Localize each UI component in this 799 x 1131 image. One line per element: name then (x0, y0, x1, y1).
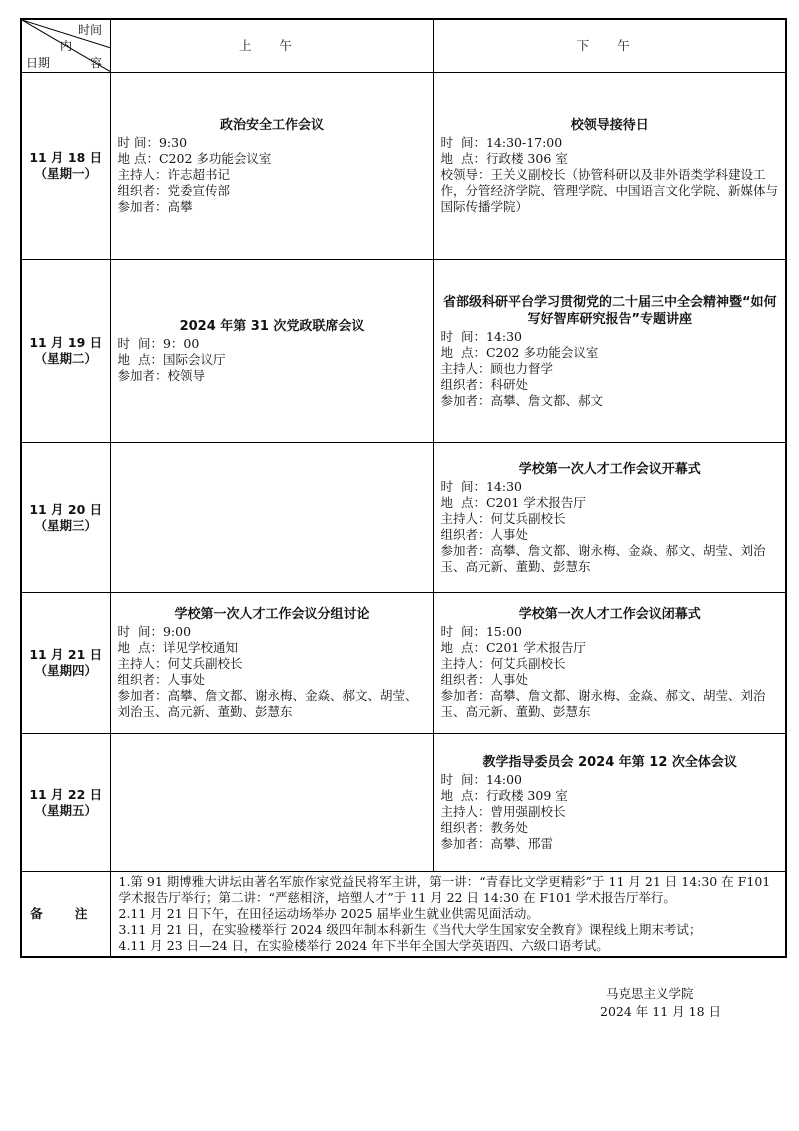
weekday-label: （星期一） (34, 166, 97, 181)
event-detail-line: 组织者：人事处 (440, 526, 529, 542)
event-title: 政治安全工作会议 (219, 118, 324, 133)
event-title: 学校第一次人才工作会议分组讨论 (174, 607, 370, 622)
event-detail-line: 组织者：人事处 (440, 672, 529, 687)
event-detail-line: 主持人：何艾兵副校长 (440, 510, 566, 526)
morning-event-cell (110, 73, 433, 260)
event-detail-line: 时 间：14:00 (440, 771, 522, 787)
event-title: 2024 年第 31 次党政联席会议 (179, 319, 365, 334)
notes-content (110, 872, 786, 958)
event-detail-line: 校领导：王关义副校长（协管科研以及非外语类学科建设工作，分管经济学院、管理学院、中国语言文化学院、新媒体与国际传播学院） (440, 167, 779, 214)
note-item: 2.11 月 21 日下午，在田径运动场举办 2025 届毕业生就业供需见面活动。 (118, 906, 539, 921)
event-detail-line: 主持人：何艾兵副校长 (117, 656, 243, 671)
afternoon-event-cell (433, 593, 786, 734)
morning-event-cell (110, 443, 433, 593)
event-detail-line: 参加者：高攀 (117, 199, 193, 214)
afternoon-header: 下 午 (433, 19, 786, 73)
event-detail-line: 时 间：9:30 (117, 135, 188, 150)
header-row (21, 19, 786, 73)
event-detail-line: 地 点：国际会议厅 (117, 352, 226, 367)
date-cell (21, 73, 110, 260)
note-item: 1.第 91 期博雅大讲坛由著名军旅作家党益民将军主讲，第一讲：“青春比文学更精彩”于 11 月 21 日 14:30 在 F101 学术报告厅举行；第二讲：“严慈相济，培塑人才”于 11 月 22 日 14:30 在 F101 学术报告厅举行。 (118, 874, 771, 905)
weekday-label: （星期三） (34, 517, 97, 533)
date-label: 11 月 18 日 (29, 150, 103, 165)
event-detail-line: 地 点：C202 多功能会议室 (440, 344, 599, 360)
weekday-label: （星期四） (34, 663, 97, 678)
event-detail-line: 组织者：科研处 (440, 376, 529, 392)
afternoon-event-cell (433, 260, 786, 443)
event-detail-line: 组织者：人事处 (117, 672, 206, 687)
event-detail-line: 组织者：教务处 (440, 819, 529, 835)
event-detail-line: 地 点：C201 学术报告厅 (440, 640, 586, 655)
event-detail-line: 参加者：高攀、邢雷 (440, 835, 554, 851)
event-detail-line: 时 间：9：00 (117, 336, 200, 351)
event-title: 学校第一次人才工作会议开幕式 (518, 461, 701, 477)
event-detail-line: 主持人：何艾兵副校长 (440, 656, 566, 671)
event-detail-line: 参加者：高攀、詹文都、谢永梅、金焱、郝文、胡莹、刘治玉、高元新、董勤、彭慧东 (440, 542, 766, 574)
date-label: 11 月 19 日 (29, 335, 103, 350)
diag-content-label-2: 容 (90, 56, 103, 70)
morning-event-cell (110, 593, 433, 734)
date-cell (21, 593, 110, 734)
diag-content-label-1: 内 (60, 39, 73, 53)
event-detail-line: 时 间：15:00 (440, 624, 522, 639)
event-detail-line: 地 点：行政楼 309 室 (440, 787, 568, 803)
afternoon-event-cell (433, 734, 786, 872)
footer-date: 2024 年 11 月 18 日 (600, 1004, 721, 1019)
notes-label: 备 注 (21, 872, 110, 958)
day-row (21, 260, 786, 443)
date-label: 11 月 20 日 (29, 501, 103, 517)
event-title: 教学指导委员会 2024 年第 12 次全体会议 (482, 754, 737, 770)
date-label: 11 月 22 日 (29, 786, 103, 802)
diagonal-header-cell (21, 19, 110, 73)
event-detail-line: 地 点：详见学校通知 (117, 640, 238, 655)
note-item: 3.11 月 21 日，在实验楼举行 2024 级四年制本科新生《当代大学生国家安全教育》课程线上期末考试； (118, 922, 702, 937)
morning-header: 上 午 (110, 19, 433, 73)
day-row (21, 73, 786, 260)
event-title: 学校第一次人才工作会议闭幕式 (518, 607, 701, 622)
note-item: 4.11 月 23 日—24 日，在实验楼举行 2024 年下半年全国大学英语四、六级口语考试。 (118, 938, 609, 953)
diag-date-label: 日期 (26, 56, 51, 70)
date-cell (21, 260, 110, 443)
event-detail-line: 主持人：曾用强副校长 (440, 803, 566, 819)
notes-row (21, 872, 786, 958)
event-detail-line: 参加者：高攀、詹文都、郝文 (440, 392, 604, 408)
event-detail-line: 时 间：14:30 (440, 328, 522, 344)
event-detail-line: 组织者：党委宣传部 (117, 183, 231, 198)
weekday-label: （星期五） (34, 802, 97, 818)
event-detail-line: 地 点：C202 多功能会议室 (117, 151, 272, 166)
event-detail-line: 参加者：高攀、詹文都、谢永梅、金焱、郝文、胡莹、刘治玉、高元新、董勤、彭慧东 (117, 688, 418, 719)
event-detail-line: 时 间：14:30-17:00 (440, 135, 563, 150)
event-detail-line: 地 点：行政楼 306 室 (440, 151, 568, 166)
weekday-label: （星期二） (34, 351, 97, 366)
date-cell (21, 734, 110, 872)
diag-time-label: 时间 (78, 23, 103, 37)
footer-org: 马克思主义学院 (606, 986, 694, 1001)
event-detail-line: 地 点：C201 学术报告厅 (440, 494, 586, 510)
day-row (21, 734, 786, 872)
schedule-table (20, 18, 787, 958)
event-detail-line: 主持人：顾也力督学 (440, 360, 554, 376)
date-label: 11 月 21 日 (29, 647, 103, 662)
event-detail-line: 参加者：校领导 (117, 368, 206, 383)
event-detail-line: 参加者：高攀、詹文都、谢永梅、金焱、郝文、胡莹、刘治玉、高元新、董勤、彭慧东 (440, 688, 766, 719)
date-cell (21, 443, 110, 593)
event-title: 省部级科研平台学习贯彻党的二十届三中全会精神暨“如何写好智库研究报告”专题讲座 (442, 294, 777, 327)
event-detail-line: 时 间：9:00 (117, 624, 192, 639)
afternoon-event-cell (433, 73, 786, 260)
day-row (21, 593, 786, 734)
day-row (21, 443, 786, 593)
event-detail-line: 时 间：14:30 (440, 478, 522, 494)
afternoon-event-cell (433, 443, 786, 593)
footer (600, 985, 721, 1021)
morning-event-cell (110, 734, 433, 872)
morning-event-cell (110, 260, 433, 443)
event-detail-line: 主持人：许志超书记 (117, 167, 231, 182)
event-title: 校领导接待日 (570, 118, 649, 133)
